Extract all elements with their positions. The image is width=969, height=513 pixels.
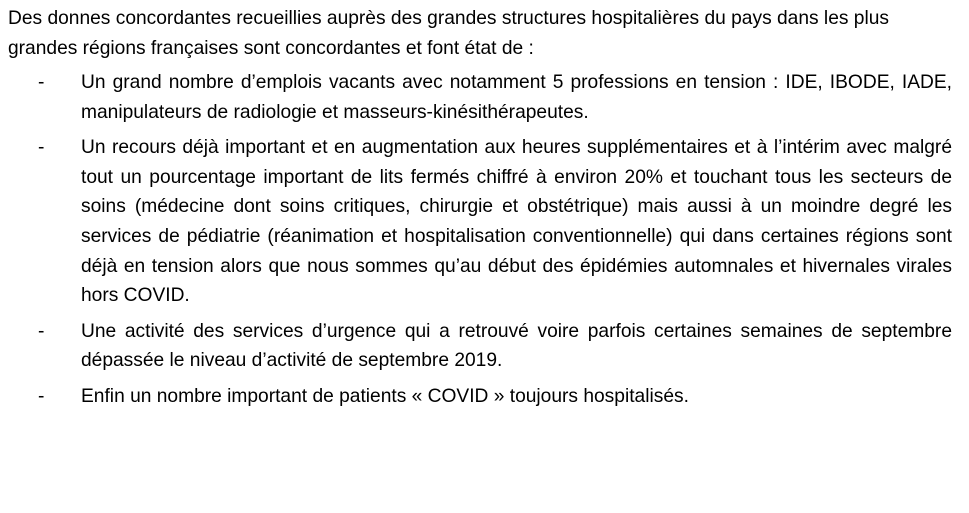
intro-paragraph: Des donnes concordantes recueillies auprès des grandes structures hospitalières du pays dans les plus grandes régions françaises sont concordantes et font état de : (8, 8, 889, 59)
bullet-dash: - (38, 385, 45, 407)
bullet-list (0, 68, 969, 418)
bullet-text: Une activité des services d’urgence qui a retrouvé voire parfois certaines semaines de septembre dépassée le niveau d’activité de septembre 2019. (81, 320, 952, 372)
list-item (0, 317, 969, 376)
list-item (0, 68, 969, 127)
bullet-dash: - (38, 137, 45, 159)
bullet-text: Un recours déjà important et en augmentation aux heures supplémentaires et à l’intérim avec malgré tout un pourcentage important de lits fermés chiffré à environ 20% et touchant tous les secteurs de soins (médecine dont soins critiques, chirurgie et obstétrique) mais aussi à un moindre degré les services de pédiatrie (réanimation et hospitalisation conventionnelle) qui dans certaines régions sont déjà en tension alors que nous sommes qu’au début des épidémies automnales et hivernales virales hors COVID. (81, 137, 952, 307)
bullet-text: Enfin un nombre important de patients « COVID » toujours hospitalisés. (81, 385, 689, 407)
list-item (0, 133, 969, 311)
bullet-dash: - (38, 320, 45, 342)
bullet-text: Un grand nombre d’emplois vacants avec notamment 5 professions en tension : IDE, IBODE, IADE, manipulateurs de radiologie et masseurs-kinésithérapeutes. (81, 72, 952, 123)
list-item (0, 382, 969, 412)
bullet-dash: - (38, 72, 45, 93)
